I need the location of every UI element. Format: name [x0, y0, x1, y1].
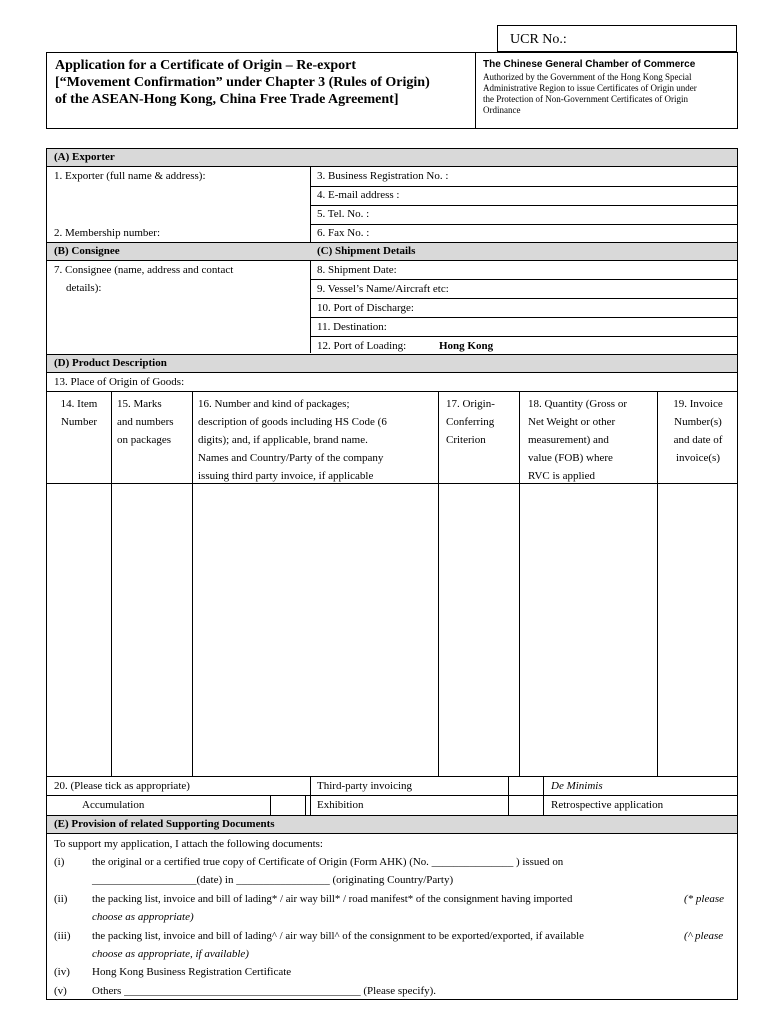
business-reg-field[interactable]: 3. Business Registration No. : — [317, 170, 449, 182]
tel-field[interactable]: 5. Tel. No. : — [317, 208, 370, 220]
doc-item-number: (iii) — [54, 930, 71, 942]
col-description: 16. Number and kind of packages; description of goods including HS Code (6 digits); and, if applicable, brand name. Names and Country/Party of the company issuing third party invoice, if applicable — [198, 398, 387, 482]
email-field[interactable]: 4. E-mail address : — [317, 189, 400, 201]
exhibition-checkbox[interactable] — [508, 796, 544, 815]
supporting-docs-intro: To support my application, I attach the following documents: — [54, 838, 323, 850]
form-title-line1: Application for a Certificate of Origin – Re-export — [55, 58, 357, 73]
fax-field[interactable]: 6. Fax No. : — [317, 227, 370, 239]
doc-item-iv: Hong Kong Business Registration Certificate — [92, 966, 292, 978]
section-a-heading: (A) Exporter — [54, 151, 115, 163]
place-of-origin-field[interactable]: 13. Place of Origin of Goods: — [54, 376, 185, 388]
doc-item-ii-line1: the packing list, invoice and bill of lading* / air way bill* / road manifest* of the consignment having imported — [92, 893, 573, 905]
col-marks: 15. Marks and numbers on packages — [117, 398, 174, 446]
doc-item-i-line2[interactable]: ___________________(date) in _________________ (originating Country/Party) — [92, 874, 454, 886]
section-b-heading: (B) Consignee — [54, 245, 120, 257]
membership-field[interactable]: 2. Membership number: — [54, 227, 161, 239]
col-origin-criterion: 17. Origin- Conferring Criterion — [446, 398, 495, 446]
doc-item-v-others[interactable]: Others ___________________________________________ (Please specify). — [92, 985, 437, 997]
org-line3: the Protection of Non-Government Certificates of Origin — [483, 94, 688, 104]
third-party-label: Third-party invoicing — [317, 780, 413, 792]
doc-item-number: (i) — [54, 856, 65, 868]
org-name: The Chinese General Chamber of Commerce — [483, 59, 696, 70]
product-entry-area[interactable] — [47, 484, 737, 776]
port-of-loading-value: Hong Kong — [439, 340, 494, 352]
de-minimis-label: De Minimis — [551, 780, 603, 792]
org-line1: Authorized by the Government of the Hong Kong Special — [483, 72, 692, 82]
ucr-label: UCR No.: — [510, 32, 567, 47]
consignee-field[interactable]: 7. Consignee (name, address and contact — [54, 264, 234, 276]
section-c-heading: (C) Shipment Details — [317, 245, 416, 257]
exporter-field[interactable]: 1. Exporter (full name & address): — [54, 170, 206, 182]
port-of-loading-field[interactable]: 12. Port of Loading: — [317, 340, 407, 352]
doc-item-iii-note: (^ please — [684, 930, 724, 942]
destination-field[interactable]: 11. Destination: — [317, 321, 387, 333]
vessel-name-field[interactable]: 9. Vessel’s Name/Aircraft etc: — [317, 283, 449, 295]
doc-item-ii-note: (* please — [684, 893, 725, 905]
ucr-box[interactable] — [497, 25, 737, 52]
org-line4: Ordinance — [483, 105, 521, 115]
doc-item-number: (v) — [54, 985, 67, 997]
consignee-field-line2: details): — [66, 282, 102, 294]
section-e-heading: (E) Provision of related Supporting Documents — [54, 818, 275, 830]
org-line2: Administrative Region to issue Certificates of Origin under — [483, 83, 697, 93]
header-box — [46, 52, 738, 129]
col-item-number: 14. Item Number — [60, 398, 98, 428]
port-of-discharge-field[interactable]: 10. Port of Discharge: — [317, 302, 414, 314]
doc-item-i-line1[interactable]: the original or a certified true copy of Certificate of Origin (Form AHK) (No. _______________ ) issued on — [92, 856, 564, 868]
doc-item-ii-line2: choose as appropriate) — [92, 911, 194, 923]
doc-item-number: (iv) — [54, 966, 70, 978]
doc-item-iii-line2: choose as appropriate, if available) — [92, 948, 249, 960]
doc-item-iii-line1: the packing list, invoice and bill of lading^ / air way bill^ of the consignment to be exported/exported, if available — [92, 930, 584, 942]
tick-instruction: 20. (Please tick as appropriate) — [54, 780, 190, 792]
form-title-line2: [“Movement Confirmation” under Chapter 3 (Rules of Origin) — [55, 75, 430, 90]
accumulation-checkbox[interactable] — [270, 796, 306, 815]
shipment-date-field[interactable]: 8. Shipment Date: — [317, 264, 397, 276]
section-d-heading: (D) Product Description — [54, 357, 167, 369]
retrospective-label: Retrospective application — [551, 799, 664, 811]
exhibition-label: Exhibition — [317, 799, 364, 811]
col-invoice: 19. Invoice Number(s) and date of invoice(s) — [673, 398, 723, 464]
doc-item-number: (ii) — [54, 893, 68, 905]
third-party-checkbox[interactable] — [508, 777, 544, 795]
form-title-line3: of the ASEAN-Hong Kong, China Free Trade Agreement] — [55, 92, 399, 107]
col-quantity: 18. Quantity (Gross or Net Weight or other measurement) and value (FOB) where RVC is applied — [528, 398, 627, 482]
accumulation-label: Accumulation — [82, 799, 145, 811]
